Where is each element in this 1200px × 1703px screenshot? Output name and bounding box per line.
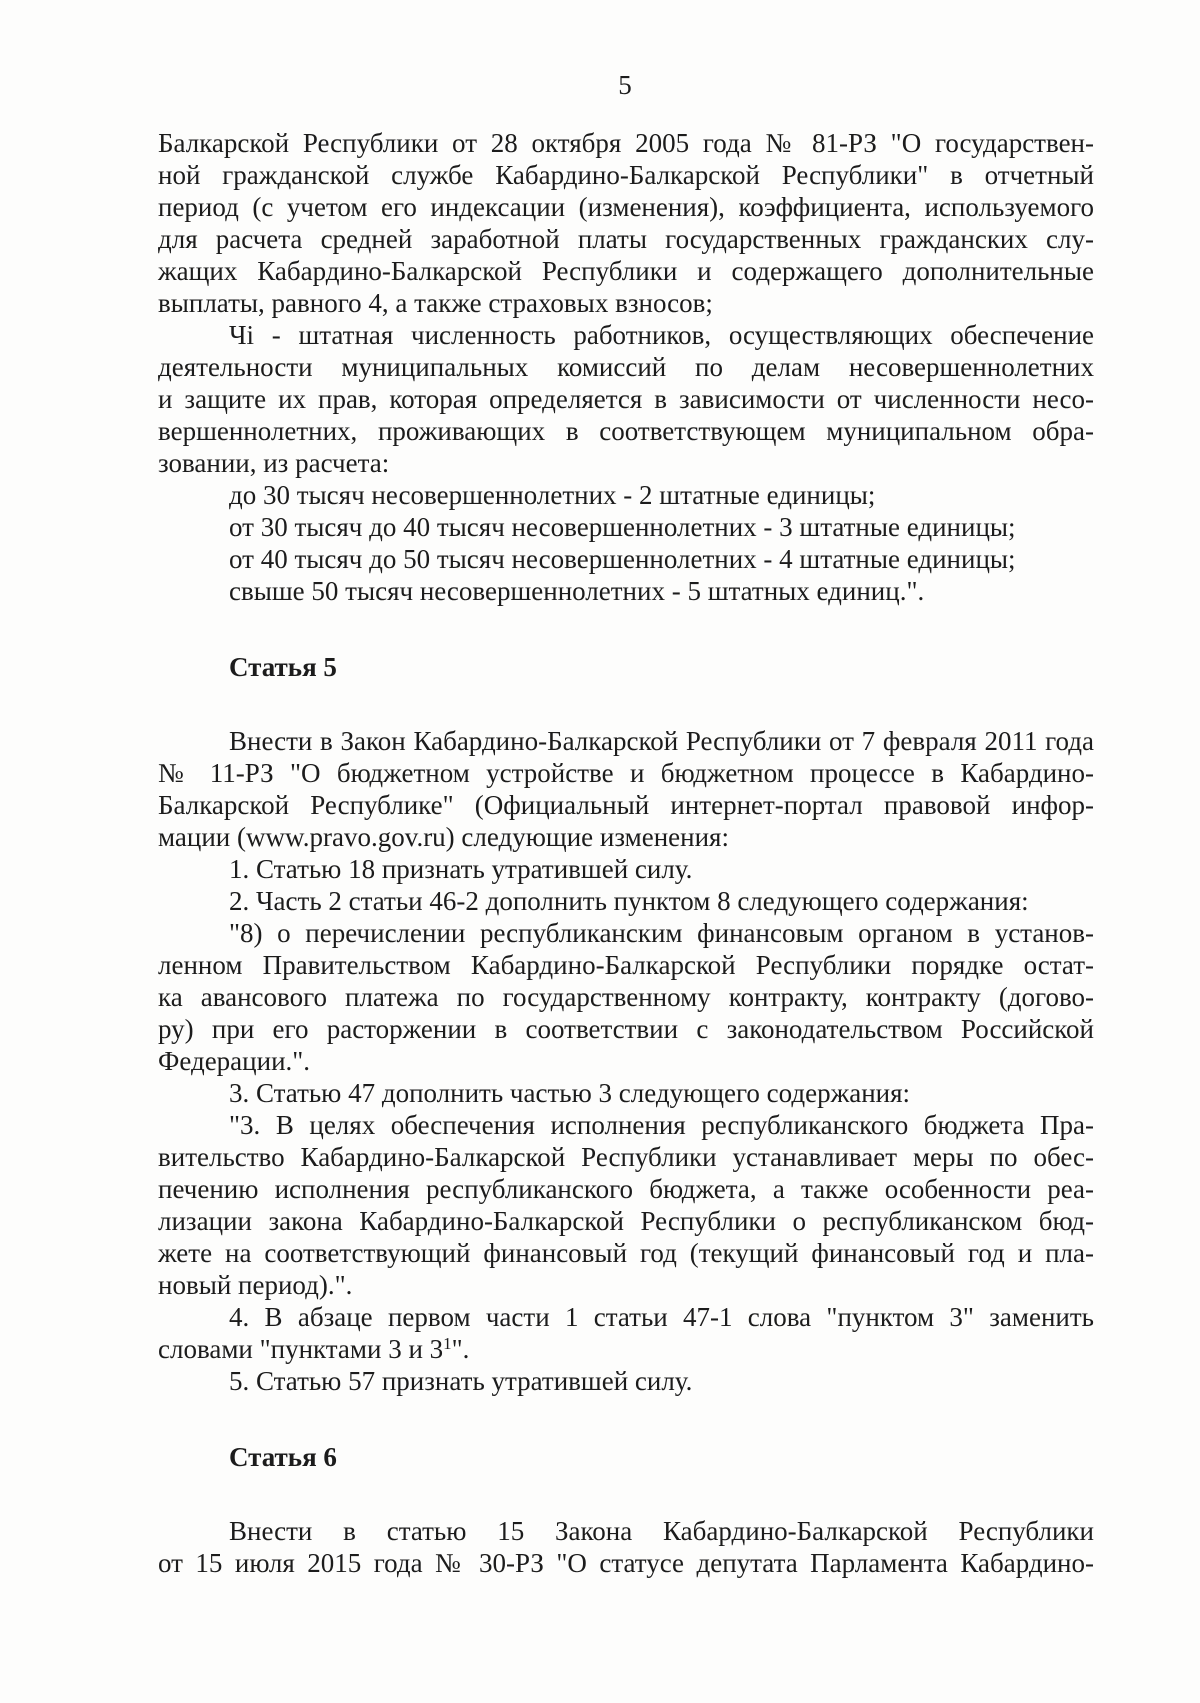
- article-6-heading: Статья 6: [229, 1442, 337, 1472]
- text-line: № 11-РЗ "О бюджетном устройстве и бюджетном процессе в Кабардино-: [158, 758, 1094, 788]
- text-line: 2. Часть 2 статьи 46-2 дополнить пунктом 8 следующего содержания:: [229, 886, 1029, 916]
- text-line: лизации закона Кабардино-Балкарской Республики о республиканском бюд-: [158, 1206, 1094, 1236]
- text-line: 5. Статью 57 признать утратившей силу.: [229, 1366, 693, 1396]
- text-line: жете на соответствующий финансовый год (текущий финансовый год и пла-: [158, 1238, 1094, 1268]
- text-line: "8) о перечислении республиканским финансовым органом в установ-: [229, 918, 1094, 948]
- text-line: и защите их прав, которая определяется в зависимости от численности несо-: [158, 384, 1094, 414]
- superscript: 1: [443, 1334, 452, 1353]
- text-line: 3. Статью 47 дополнить частью 3 следующего содержания:: [229, 1078, 911, 1108]
- list-item: свыше 50 тысяч несовершеннолетних - 5 штатных единиц.".: [229, 576, 925, 606]
- text-line: выплаты, равного 4, а также страховых взносов;: [158, 288, 713, 318]
- text-line: Балкарской Республике" (Официальный интернет-портал правовой инфор-: [158, 790, 1094, 820]
- page-number: 5: [618, 70, 632, 100]
- text-line: "3. В целях обеспечения исполнения республиканского бюджета Пра-: [229, 1110, 1094, 1140]
- text-line: Внести в Закон Кабардино-Балкарской Республики от 7 февраля 2011 года: [229, 726, 1094, 756]
- list-item: от 40 тысяч до 50 тысяч несовершеннолетних - 4 штатные единицы;: [229, 544, 1016, 574]
- text-line: новый период).".: [158, 1270, 353, 1300]
- text-line: для расчета средней заработной платы государственных гражданских слу-: [158, 224, 1094, 254]
- text-line: зовании, из расчета:: [158, 448, 390, 478]
- article-5-heading: Статья 5: [229, 652, 337, 682]
- text-line: [158, 1333, 1094, 1365]
- text-line: 1. Статью 18 признать утратившей силу.: [229, 854, 693, 884]
- text-line: Чi - штатная численность работников, осуществляющих обеспечение: [229, 320, 1094, 350]
- list-item: до 30 тысяч несовершеннолетних - 2 штатные единицы;: [229, 480, 876, 510]
- text-line: жащих Кабардино-Балкарской Республики и содержащего дополнительные: [158, 256, 1094, 286]
- document-body: [158, 127, 1094, 1579]
- text-line: Внести в статью 15 Закона Кабардино-Балкарской Республики: [229, 1516, 1094, 1546]
- text-line: ной гражданской службе Кабардино-Балкарской Республики" в отчетный: [158, 160, 1094, 190]
- text-line: Федерации.".: [158, 1046, 311, 1076]
- text-line: вительство Кабардино-Балкарской Республики устанавливает меры по обес-: [158, 1142, 1094, 1172]
- text-fragment: ".: [451, 1334, 470, 1364]
- text-line: 4. В абзаце первом части 1 статьи 47-1 слова "пунктом 3" заменить: [229, 1302, 1094, 1332]
- list-item: от 30 тысяч до 40 тысяч несовершеннолетних - 3 штатные единицы;: [229, 512, 1016, 542]
- text-line: деятельности муниципальных комиссий по делам несовершеннолетних: [158, 352, 1094, 382]
- text-line: вершеннолетних, проживающих в соответствующем муниципальном обра-: [158, 416, 1094, 446]
- text-line: мации (www.pravo.gov.ru) следующие изменения:: [158, 822, 729, 852]
- text-line: ру) при его расторжении в соответствии с законодательством Российской: [158, 1014, 1094, 1044]
- text-line: Балкарской Республики от 28 октября 2005 года № 81-РЗ "О государствен-: [158, 128, 1094, 158]
- text-line: от 15 июля 2015 года № 30-РЗ "О статусе депутата Парламента Кабардино-: [158, 1548, 1094, 1578]
- text-line: печению исполнения республиканского бюджета, а также особенности реа-: [158, 1174, 1094, 1204]
- staff-ranges-list: [158, 479, 1094, 607]
- text-line: ка авансового платежа по государственному контракту, контракту (догово-: [158, 982, 1094, 1012]
- text-line: период (с учетом его индексации (изменения), коэффициента, используемого: [158, 192, 1094, 222]
- text-line: ленном Правительством Кабардино-Балкарской Республики порядке остат-: [158, 950, 1094, 980]
- text-fragment: словами "пунктами 3 и 3: [158, 1334, 444, 1364]
